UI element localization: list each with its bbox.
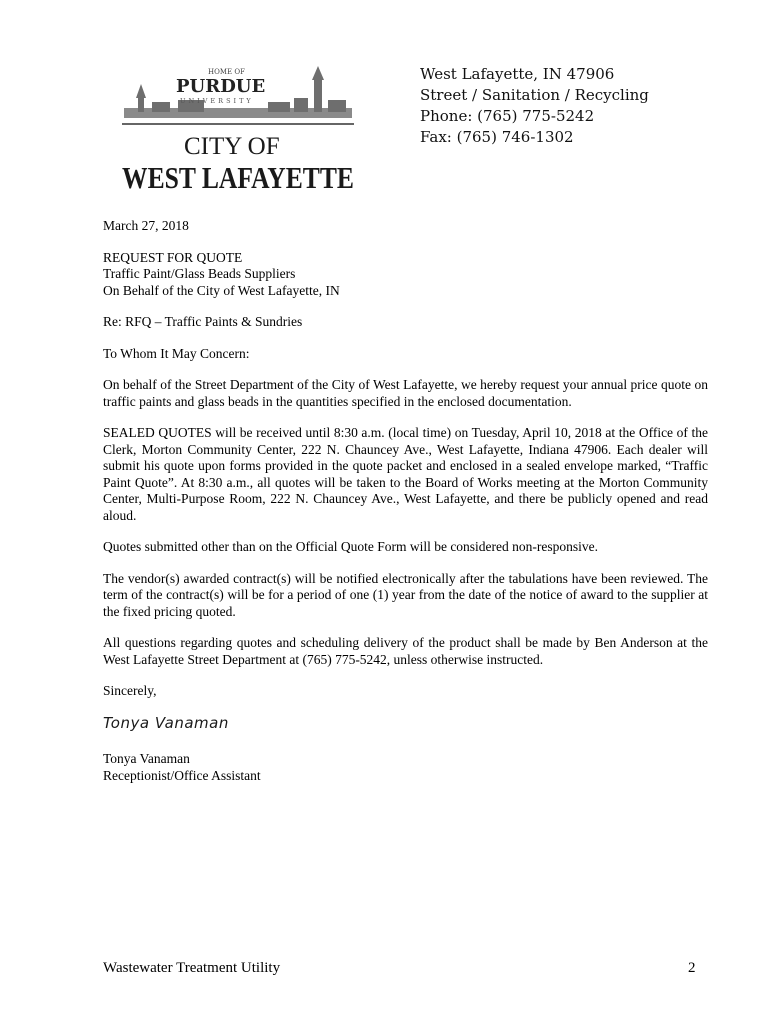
letter-body bbox=[103, 218, 708, 784]
contact-department: Street / Sanitation / Recycling bbox=[420, 86, 649, 104]
letter-date: March 27, 2018 bbox=[103, 218, 189, 233]
paragraph: The vendor(s) awarded contract(s) will be notified electronically after the tabulations have been reviewed. The term of the contract(s) will be for a period of one (1) year from the date of the notice of award to the supplier at the fixed pricing quoted. bbox=[103, 570, 708, 619]
paragraph: On behalf of the Street Department of the City of West Lafayette, we hereby request your annual price quote on traffic paints and glass beads in the quantities specified in the enclosed documentation. bbox=[103, 377, 708, 409]
letter-re-line: Re: RFQ – Traffic Paints & Sundries bbox=[103, 314, 303, 329]
letter-salutation: To Whom It May Concern: bbox=[103, 345, 250, 361]
paragraph: SEALED QUOTES will be received until 8:30 a.m. (local time) on Tuesday, April 10, 2018 at the Office of the Clerk, Morton Community Center, 222 N. Chauncey Ave., West Lafayette, Indiana 47906. Each dealer will submit his quote upon forms provided in the quote packet and enclosed in a sealed envelope marked, “Traffic Paint Quote”. At 8:30 a.m., all quotes will be taken to the Board of Works meeting at the Morton Community Center, Multi-Purpose Room, 222 N. Chauncey Ave., West Lafayette, and there be publicly opened and read aloud. bbox=[103, 425, 708, 523]
signature: Tonya Vanaman bbox=[103, 713, 229, 732]
contact-fax: Fax: (765) 746-1302 bbox=[420, 128, 574, 146]
logo-university: UNIVERSITY bbox=[180, 97, 254, 105]
footer-label: Wastewater Treatment Utility bbox=[103, 960, 281, 976]
logo-west-lafayette: WEST LAFAYETTE bbox=[122, 160, 354, 195]
letter-closing: Sincerely, bbox=[103, 683, 157, 698]
page-number: 2 bbox=[688, 960, 696, 976]
signer-name: Tonya Vanaman bbox=[103, 751, 190, 766]
contact-block bbox=[420, 64, 649, 148]
heading-line: On Behalf of the City of West Lafayette, IN bbox=[103, 282, 340, 298]
letter-heading bbox=[103, 250, 708, 300]
logo-home-of: HOME OF bbox=[208, 68, 245, 76]
paragraph: All questions regarding quotes and scheduling delivery of the product shall be made by Ben Anderson at the West Lafayette Street Department at (765) 775-5242, unless otherwise instructed. bbox=[103, 635, 708, 667]
paragraph: Quotes submitted other than on the Official Quote Form will be considered non-responsive. bbox=[103, 539, 599, 554]
heading-line: REQUEST FOR QUOTE bbox=[103, 249, 243, 265]
logo-city-of: CITY OF bbox=[184, 133, 280, 160]
city-logo-graphic bbox=[118, 60, 358, 200]
logo-purdue: PURDUE bbox=[176, 76, 266, 97]
heading-line: Traffic Paint/Glass Beads Suppliers bbox=[103, 266, 296, 281]
city-logo bbox=[118, 60, 358, 200]
contact-phone: Phone: (765) 775-5242 bbox=[420, 107, 595, 125]
contact-address: West Lafayette, IN 47906 bbox=[420, 65, 615, 83]
signer-title: Receptionist/Office Assistant bbox=[103, 767, 261, 783]
